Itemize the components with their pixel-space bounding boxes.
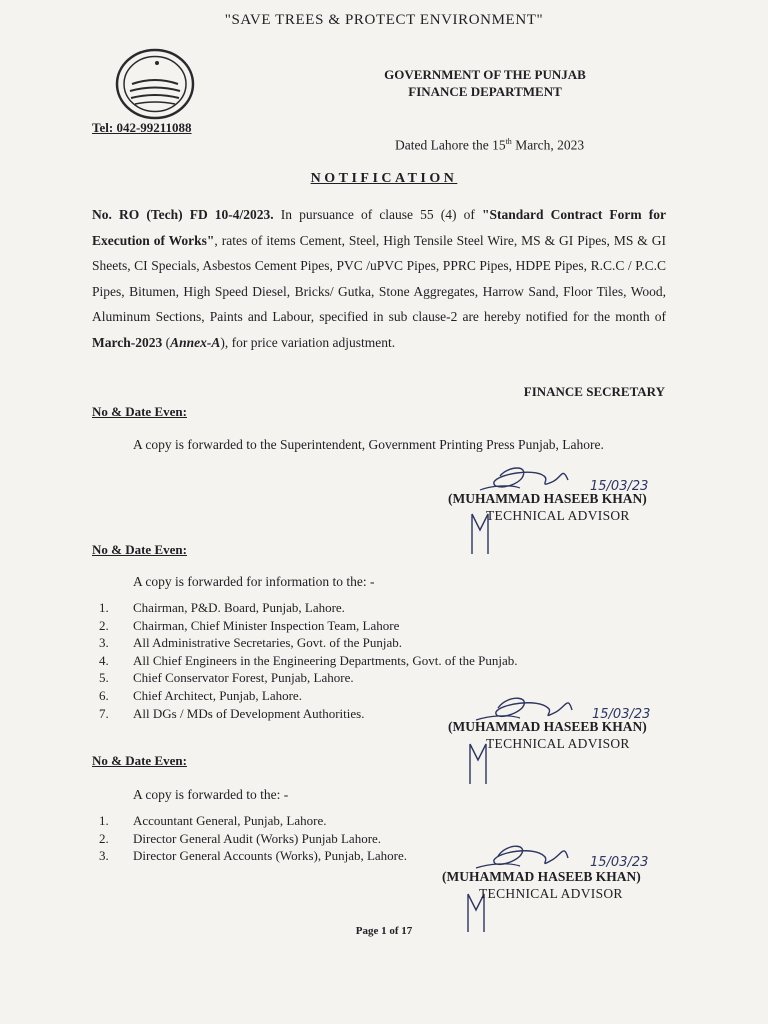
list-text: Chairman, Chief Minister Inspection Team, Lahore: [133, 617, 400, 633]
section2-signatory-title: TECHNICAL ADVISOR: [486, 736, 630, 751]
section1-copy-line: A copy is forwarded to the Superintendent, Government Printing Press Punjab, Lahore.: [133, 437, 604, 452]
date-prefix: Dated Lahore the 15: [395, 137, 506, 153]
list-text: Director General Audit (Works) Punjab Lahore.: [133, 830, 382, 846]
list-item: [99, 652, 518, 670]
signature-2-date: 15/03/23: [592, 707, 651, 722]
list-text: Chairman, P&D. Board, Punjab, Lahore.: [133, 600, 345, 615]
list-text: Chief Conservator Forest, Punjab, Lahore.: [133, 670, 354, 686]
notification-body: [92, 202, 666, 355]
department-heading: [360, 66, 610, 100]
section3-recipient-list: [99, 812, 407, 865]
notified-month: March-2023: [92, 334, 163, 350]
list-text: All Chief Engineers in the Engineering Departments, Govt. of the Punjab.: [133, 652, 518, 668]
list-item: [99, 617, 518, 635]
section2-signatory-name: (MUHAMMAD HASEEB KHAN): [448, 719, 647, 734]
signature-3-date: 15/03/23: [590, 855, 649, 870]
body-text-4: ), for price variation adjustment.: [220, 334, 396, 350]
header-motto: "SAVE TREES & PROTECT ENVIRONMENT": [224, 12, 544, 28]
body-text-2: , rates of items Cement, Steel, High Tensile Steel Wire, MS & GI Pipes, MS & GI Sheets, CI Specials, Asbestos Cement Pipes, PVC /uPVC Pipes, PPRC Pipes, HDPE Pipes, R.C.C / P.C.C Pipes, Bitumen, High Speed Diesel, Bricks/ Gutka, Stone Aggregates, Harrow Sand, Floor Tiles, Wood, Aluminum Sections, Paints and Labour, specified in sub clause-2 are hereby notified for the month of: [92, 232, 667, 324]
list-number: 6.: [99, 687, 109, 703]
list-text: Chief Architect, Punjab, Lahore.: [133, 687, 302, 703]
section3-heading: No & Date Even:: [92, 753, 187, 768]
section1-signatory-title: TECHNICAL ADVISOR: [486, 508, 630, 523]
list-item: [99, 812, 407, 830]
list-item: [99, 847, 407, 865]
section2-heading: No & Date Even:: [92, 542, 187, 557]
date-suffix: March, 2023: [511, 137, 585, 153]
section1-heading: No & Date Even:: [92, 404, 187, 419]
list-item: [99, 669, 518, 687]
finance-secretary-signatory: FINANCE SECRETARY: [523, 384, 665, 399]
list-number: 1.: [99, 813, 109, 828]
body-text-3: (: [162, 334, 171, 350]
notification-reference: No. RO (Tech) FD 10-4/2023.: [92, 207, 274, 222]
list-number: 2.: [99, 830, 109, 846]
telephone-number: Tel: 042-99211088: [92, 120, 192, 135]
list-text: All Administrative Secretaries, Govt. of the Punjab.: [133, 635, 402, 651]
list-number: 7.: [99, 705, 109, 721]
date-line: [395, 137, 584, 154]
list-item: [99, 830, 407, 848]
list-number: 1.: [99, 600, 109, 615]
list-text: All DGs / MDs of Development Authorities.: [133, 705, 365, 721]
notification-title: NOTIFICATION: [310, 171, 458, 186]
section2-copy-line: A copy is forwarded for information to the: -: [133, 574, 375, 589]
punjab-government-seal-icon: [110, 46, 200, 128]
date-suffix-sup: th: [505, 137, 512, 146]
contract-form-name: "Standard Contract Form for Execution of Works": [92, 207, 667, 248]
department-name: FINANCE DEPARTMENT: [408, 84, 562, 99]
page-number: Page 1 of 17: [355, 925, 413, 937]
government-name: GOVERNMENT OF THE PUNJAB: [384, 67, 586, 82]
list-text: Accountant General, Punjab, Lahore.: [133, 813, 327, 828]
list-item: [99, 634, 518, 652]
list-number: 4.: [99, 652, 109, 668]
section3-signatory-name: (MUHAMMAD HASEEB KHAN): [442, 869, 641, 884]
signature-1-date: 15/03/23: [590, 479, 649, 494]
list-text: Director General Accounts (Works), Punjab, Lahore.: [133, 848, 408, 864]
section3-copy-line: A copy is forwarded to the: -: [133, 787, 289, 802]
body-text-1: In pursuance of clause 55 (4) of: [273, 207, 482, 222]
section1-signatory-name: (MUHAMMAD HASEEB KHAN): [448, 491, 647, 506]
list-number: 3.: [99, 848, 109, 864]
section3-signatory-title: TECHNICAL ADVISOR: [479, 886, 623, 901]
list-number: 2.: [99, 617, 109, 633]
list-item: [99, 599, 518, 617]
annex-reference: Annex-A: [170, 334, 221, 350]
list-number: 5.: [99, 670, 109, 686]
list-number: 3.: [99, 635, 109, 651]
